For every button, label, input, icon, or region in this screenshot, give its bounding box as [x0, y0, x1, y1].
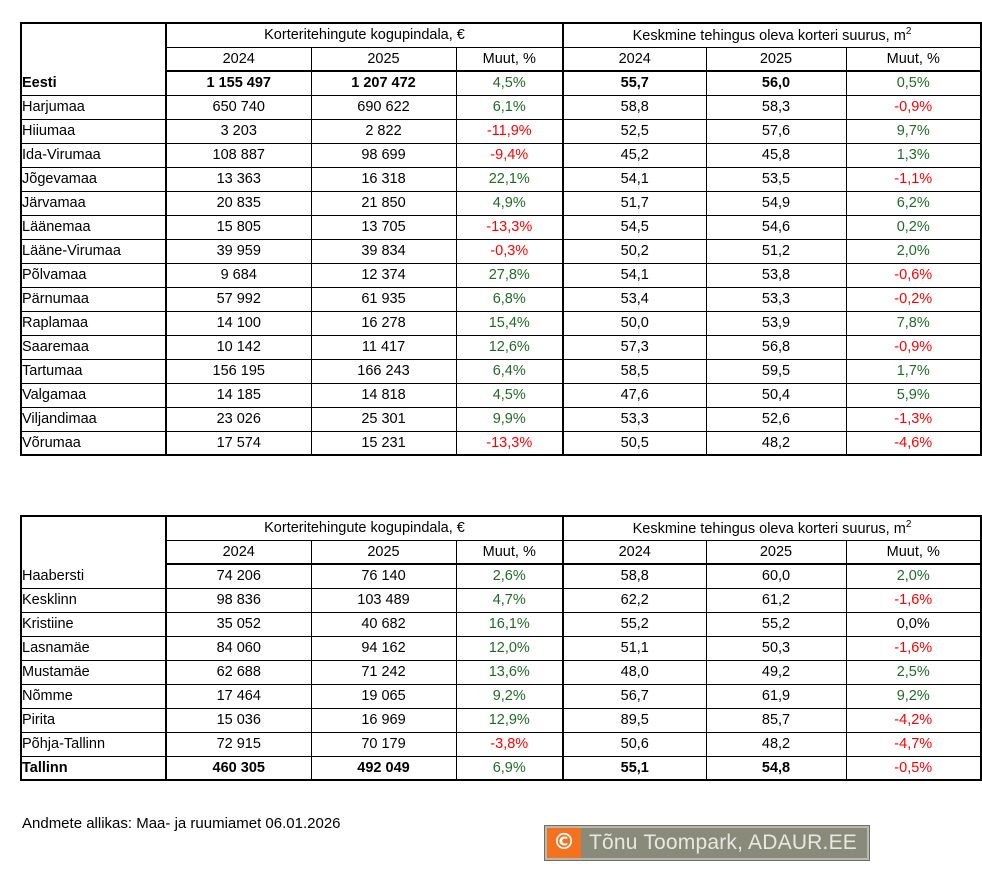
table-row — [21, 612, 981, 636]
cell-size-2025: 53,5 — [706, 167, 846, 191]
cell-area-2024: 72 915 — [166, 732, 311, 756]
table-row — [21, 732, 981, 756]
table-row — [21, 215, 981, 239]
table-row — [21, 71, 981, 95]
table-row — [21, 431, 981, 455]
cell-size-2024: 58,8 — [563, 95, 706, 119]
row-label: Põhja-Tallinn — [21, 732, 166, 756]
cell-area-change: -0,3% — [456, 239, 563, 263]
sub-header-6: Muut, % — [846, 47, 981, 71]
cell-area-2025: 690 622 — [311, 95, 456, 119]
row-label: Tallinn — [21, 756, 166, 780]
cell-area-2024: 17 574 — [166, 431, 311, 455]
cell-area-2025: 12 374 — [311, 263, 456, 287]
cell-size-change: -1,6% — [846, 636, 981, 660]
cell-size-2025: 54,6 — [706, 215, 846, 239]
cell-size-2024: 50,0 — [563, 311, 706, 335]
group-header-label: Korteritehingute kogupindala, € — [264, 27, 465, 43]
sub-header-5: 2025 — [706, 47, 846, 71]
cell-size-change: 5,9% — [846, 383, 981, 407]
cell-area-change: 22,1% — [456, 167, 563, 191]
cell-area-2024: 10 142 — [166, 335, 311, 359]
sub-header-1: 2024 — [166, 540, 311, 564]
cell-area-2024: 62 688 — [166, 660, 311, 684]
cell-size-2025: 85,7 — [706, 708, 846, 732]
cell-size-change: 1,7% — [846, 359, 981, 383]
cell-size-2025: 50,3 — [706, 636, 846, 660]
cell-area-change: 12,6% — [456, 335, 563, 359]
row-label: Pirita — [21, 708, 166, 732]
cell-area-2024: 57 992 — [166, 287, 311, 311]
cell-size-change: -0,2% — [846, 287, 981, 311]
cell-size-2025: 51,2 — [706, 239, 846, 263]
row-label: Lasnamäe — [21, 636, 166, 660]
cell-size-change: -4,2% — [846, 708, 981, 732]
cell-size-change: -1,1% — [846, 167, 981, 191]
row-label: Saaremaa — [21, 335, 166, 359]
table-row — [21, 708, 981, 732]
cell-area-2024: 14 185 — [166, 383, 311, 407]
cell-size-change: -4,6% — [846, 431, 981, 455]
cell-area-2024: 3 203 — [166, 119, 311, 143]
table-row — [21, 311, 981, 335]
row-label: Järvamaa — [21, 191, 166, 215]
cell-size-2025: 56,0 — [706, 71, 846, 95]
cell-area-change: 6,1% — [456, 95, 563, 119]
table-row — [21, 191, 981, 215]
cell-area-2024: 156 195 — [166, 359, 311, 383]
cell-area-2024: 650 740 — [166, 95, 311, 119]
table-row — [21, 143, 981, 167]
group-header-superscript: 2 — [905, 519, 912, 531]
cell-area-2024: 74 206 — [166, 564, 311, 588]
group-header-2 — [563, 23, 981, 47]
table-tallinn-districts-body — [21, 564, 981, 780]
row-label: Hiiumaa — [21, 119, 166, 143]
cell-size-2025: 48,2 — [706, 732, 846, 756]
group-header-1 — [166, 23, 563, 47]
sub-header-6: Muut, % — [846, 540, 981, 564]
row-label: Haabersti — [21, 564, 166, 588]
cell-size-change: -0,5% — [846, 756, 981, 780]
corner-cell — [21, 23, 166, 71]
row-label: Kristiine — [21, 612, 166, 636]
cell-area-change: 16,1% — [456, 612, 563, 636]
cell-size-2024: 58,8 — [563, 564, 706, 588]
group-header-superscript: 2 — [905, 26, 912, 38]
cell-size-change: -1,3% — [846, 407, 981, 431]
table-row — [21, 407, 981, 431]
table-row — [21, 636, 981, 660]
cell-area-2024: 84 060 — [166, 636, 311, 660]
table-counties-head — [21, 23, 981, 71]
cell-area-2025: 76 140 — [311, 564, 456, 588]
cell-size-2024: 50,6 — [563, 732, 706, 756]
corner-cell — [21, 516, 166, 564]
sub-header-3: Muut, % — [456, 540, 563, 564]
cell-area-change: 4,5% — [456, 383, 563, 407]
cell-size-change: 2,0% — [846, 564, 981, 588]
row-label: Jõgevamaa — [21, 167, 166, 191]
table-row — [21, 95, 981, 119]
cell-size-change: -4,7% — [846, 732, 981, 756]
row-label: Tartumaa — [21, 359, 166, 383]
cell-area-2024: 13 363 — [166, 167, 311, 191]
cell-area-2025: 16 278 — [311, 311, 456, 335]
cell-size-2025: 59,5 — [706, 359, 846, 383]
cell-size-change: 0,5% — [846, 71, 981, 95]
cell-size-change: -0,9% — [846, 95, 981, 119]
cell-area-2025: 71 242 — [311, 660, 456, 684]
cell-area-2025: 70 179 — [311, 732, 456, 756]
row-label: Nõmme — [21, 684, 166, 708]
cell-size-2024: 52,5 — [563, 119, 706, 143]
cell-area-change: -9,4% — [456, 143, 563, 167]
table-row — [21, 119, 981, 143]
cell-area-change: 12,0% — [456, 636, 563, 660]
cell-area-2024: 39 959 — [166, 239, 311, 263]
cell-size-2024: 50,2 — [563, 239, 706, 263]
cell-area-change: 6,9% — [456, 756, 563, 780]
cell-size-change: 2,5% — [846, 660, 981, 684]
cell-size-change: -0,9% — [846, 335, 981, 359]
sub-header-5: 2025 — [706, 540, 846, 564]
cell-size-2024: 50,5 — [563, 431, 706, 455]
cell-area-change: 4,7% — [456, 588, 563, 612]
cell-area-2025: 16 969 — [311, 708, 456, 732]
cell-size-change: 2,0% — [846, 239, 981, 263]
sub-header-2: 2025 — [311, 540, 456, 564]
cell-area-change: 27,8% — [456, 263, 563, 287]
group-header-2 — [563, 516, 981, 540]
table-counties — [20, 22, 982, 456]
cell-size-change: -1,6% — [846, 588, 981, 612]
cell-area-2025: 2 822 — [311, 119, 456, 143]
cell-size-2025: 53,3 — [706, 287, 846, 311]
cell-size-2024: 54,1 — [563, 263, 706, 287]
cell-area-2025: 98 699 — [311, 143, 456, 167]
cell-size-2024: 62,2 — [563, 588, 706, 612]
cell-area-change: 15,4% — [456, 311, 563, 335]
row-label: Kesklinn — [21, 588, 166, 612]
cell-area-2024: 17 464 — [166, 684, 311, 708]
table-row — [21, 263, 981, 287]
cell-area-2025: 61 935 — [311, 287, 456, 311]
cell-size-2024: 45,2 — [563, 143, 706, 167]
cell-size-2024: 48,0 — [563, 660, 706, 684]
cell-area-2025: 11 417 — [311, 335, 456, 359]
cell-area-2025: 25 301 — [311, 407, 456, 431]
cell-size-2025: 60,0 — [706, 564, 846, 588]
row-label: Mustamäe — [21, 660, 166, 684]
row-label: Eesti — [21, 71, 166, 95]
cell-size-change: -0,6% — [846, 263, 981, 287]
group-header-row — [21, 516, 981, 540]
cell-size-2024: 54,5 — [563, 215, 706, 239]
row-label: Lääne-Virumaa — [21, 239, 166, 263]
cell-area-change: 4,5% — [456, 71, 563, 95]
cell-size-2024: 55,2 — [563, 612, 706, 636]
cell-size-2024: 51,7 — [563, 191, 706, 215]
cell-area-change: -13,3% — [456, 431, 563, 455]
cell-area-2024: 15 036 — [166, 708, 311, 732]
cell-size-2025: 50,4 — [706, 383, 846, 407]
group-header-label: Keskmine tehingus oleva korteri suurus, m — [632, 27, 906, 44]
cell-size-2024: 57,3 — [563, 335, 706, 359]
cell-area-change: 4,9% — [456, 191, 563, 215]
cell-size-change: 7,8% — [846, 311, 981, 335]
cell-area-2025: 19 065 — [311, 684, 456, 708]
cell-area-2025: 13 705 — [311, 215, 456, 239]
cell-size-change: 9,2% — [846, 684, 981, 708]
cell-size-2025: 53,8 — [706, 263, 846, 287]
cell-size-2025: 61,9 — [706, 684, 846, 708]
cell-size-2025: 53,9 — [706, 311, 846, 335]
watermark-badge — [545, 826, 869, 860]
cell-size-2024: 56,7 — [563, 684, 706, 708]
cell-area-change: -13,3% — [456, 215, 563, 239]
cell-area-2024: 14 100 — [166, 311, 311, 335]
cell-area-2025: 94 162 — [311, 636, 456, 660]
cell-area-2024: 15 805 — [166, 215, 311, 239]
row-label: Ida-Virumaa — [21, 143, 166, 167]
table-row — [21, 564, 981, 588]
cell-size-2024: 54,1 — [563, 167, 706, 191]
cell-area-2024: 35 052 — [166, 612, 311, 636]
cell-area-2024: 23 026 — [166, 407, 311, 431]
cell-size-2025: 55,2 — [706, 612, 846, 636]
table-row — [21, 335, 981, 359]
row-label: Pärnumaa — [21, 287, 166, 311]
cell-size-change: 1,3% — [846, 143, 981, 167]
table-row — [21, 287, 981, 311]
table-row — [21, 359, 981, 383]
cell-area-2025: 1 207 472 — [311, 71, 456, 95]
table-tallinn-districts-head — [21, 516, 981, 564]
group-header-row — [21, 23, 981, 47]
cell-size-2025: 58,3 — [706, 95, 846, 119]
row-label: Raplamaa — [21, 311, 166, 335]
cell-size-2024: 55,1 — [563, 756, 706, 780]
cell-area-change: 9,9% — [456, 407, 563, 431]
row-label: Viljandimaa — [21, 407, 166, 431]
cell-area-change: -3,8% — [456, 732, 563, 756]
cell-area-2025: 40 682 — [311, 612, 456, 636]
group-header-label: Keskmine tehingus oleva korteri suurus, m — [632, 520, 906, 537]
cell-size-2025: 52,6 — [706, 407, 846, 431]
group-header-label: Korteritehingute kogupindala, € — [264, 520, 465, 536]
cell-size-2024: 53,4 — [563, 287, 706, 311]
cell-area-change: 6,4% — [456, 359, 563, 383]
cell-size-2024: 53,3 — [563, 407, 706, 431]
cell-area-2024: 20 835 — [166, 191, 311, 215]
cell-area-change: 6,8% — [456, 287, 563, 311]
cell-size-change: 0,0% — [846, 612, 981, 636]
sub-header-3: Muut, % — [456, 47, 563, 71]
cell-size-change: 9,7% — [846, 119, 981, 143]
table-tallinn-districts — [20, 515, 982, 781]
table-counties-body — [21, 71, 981, 455]
cell-area-2024: 9 684 — [166, 263, 311, 287]
cell-area-2025: 21 850 — [311, 191, 456, 215]
table-row — [21, 239, 981, 263]
cell-size-2025: 49,2 — [706, 660, 846, 684]
row-label: Läänemaa — [21, 215, 166, 239]
table-row — [21, 660, 981, 684]
cell-area-2024: 460 305 — [166, 756, 311, 780]
cell-size-change: 0,2% — [846, 215, 981, 239]
sub-header-4: 2024 — [563, 540, 706, 564]
cell-area-2024: 108 887 — [166, 143, 311, 167]
table-row — [21, 167, 981, 191]
cell-size-2024: 47,6 — [563, 383, 706, 407]
copyright-icon: © — [547, 828, 581, 858]
cell-size-2025: 61,2 — [706, 588, 846, 612]
cell-size-2024: 58,5 — [563, 359, 706, 383]
cell-size-2025: 54,8 — [706, 756, 846, 780]
cell-area-2024: 98 836 — [166, 588, 311, 612]
cell-size-2025: 57,6 — [706, 119, 846, 143]
source-footnote: Andmete allikas: Maa- ja ruumiamet 06.01.2026 — [22, 815, 341, 832]
cell-size-2024: 89,5 — [563, 708, 706, 732]
row-label: Valgamaa — [21, 383, 166, 407]
cell-area-2025: 103 489 — [311, 588, 456, 612]
row-label: Põlvamaa — [21, 263, 166, 287]
table-row — [21, 684, 981, 708]
cell-size-2025: 45,8 — [706, 143, 846, 167]
group-header-1 — [166, 516, 563, 540]
table-row — [21, 383, 981, 407]
cell-area-2025: 16 318 — [311, 167, 456, 191]
row-label: Harjumaa — [21, 95, 166, 119]
cell-area-change: -11,9% — [456, 119, 563, 143]
cell-area-2025: 14 818 — [311, 383, 456, 407]
cell-area-2024: 1 155 497 — [166, 71, 311, 95]
sub-header-4: 2024 — [563, 47, 706, 71]
cell-size-change: 6,2% — [846, 191, 981, 215]
sub-header-1: 2024 — [166, 47, 311, 71]
cell-size-2024: 55,7 — [563, 71, 706, 95]
cell-area-change: 2,6% — [456, 564, 563, 588]
cell-area-change: 13,6% — [456, 660, 563, 684]
cell-size-2025: 48,2 — [706, 431, 846, 455]
cell-size-2025: 54,9 — [706, 191, 846, 215]
cell-area-change: 9,2% — [456, 684, 563, 708]
cell-area-2025: 39 834 — [311, 239, 456, 263]
cell-size-2024: 51,1 — [563, 636, 706, 660]
cell-area-change: 12,9% — [456, 708, 563, 732]
table-row — [21, 756, 981, 780]
table-row — [21, 588, 981, 612]
cell-area-2025: 166 243 — [311, 359, 456, 383]
cell-area-2025: 15 231 — [311, 431, 456, 455]
sub-header-2: 2025 — [311, 47, 456, 71]
cell-size-2025: 56,8 — [706, 335, 846, 359]
cell-area-2025: 492 049 — [311, 756, 456, 780]
row-label: Võrumaa — [21, 431, 166, 455]
watermark-author-label: Tõnu Toompark, ADAUR.EE — [589, 831, 857, 854]
